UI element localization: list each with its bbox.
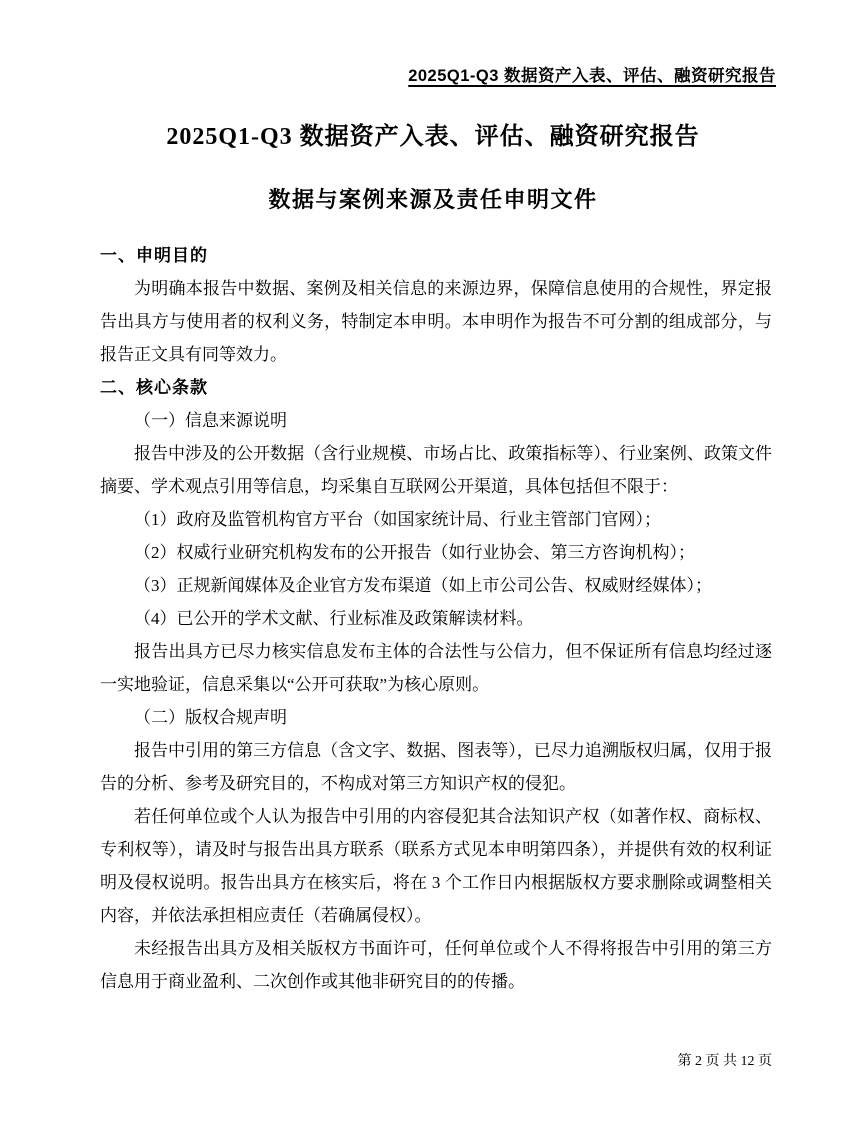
document-subtitle: 数据与案例来源及责任申明文件 — [268, 187, 598, 212]
subsection-2-heading: （二）版权合规声明 — [134, 708, 287, 727]
document-body — [100, 239, 772, 998]
paragraph-info-sources: 报告中涉及的公开数据（含行业规模、市场占比、政策指标等）、行业案例、政策文件摘要、学术观点引用等信息，均采集自互联网公开渠道，具体包括但不限于： — [100, 444, 772, 496]
document-title: 2025Q1-Q3 数据资产入表、评估、融资研究报告 — [166, 124, 700, 150]
list-item-2: （2）权威行业研究机构发布的公开报告（如行业协会、第三方咨询机构）； — [134, 543, 695, 562]
subsection-1-heading: （一）信息来源说明 — [134, 411, 287, 430]
running-header-text: 2025Q1-Q3 数据资产入表、评估、融资研究报告 — [408, 67, 776, 85]
list-item-3: （3）正规新闻媒体及企业官方发布渠道（如上市公司公告、权威财经媒体）； — [134, 576, 712, 595]
paragraph-usage-restriction: 未经报告出具方及相关版权方书面许可，任何单位或个人不得将报告中引用的第三方信息用于商业盈利、二次创作或其他非研究目的的传播。 — [100, 939, 772, 991]
list-item-4: （4）已公开的学术文献、行业标准及政策解读材料。 — [134, 609, 534, 628]
paragraph-verification: 报告出具方已尽力核实信息发布主体的合法性与公信力，但不保证所有信息均经过逐一实地验证，信息采集以“公开可获取”为核心原则。 — [100, 642, 772, 694]
section-1-heading: 一、申明目的 — [100, 246, 208, 265]
page-footer — [100, 1050, 772, 1070]
section-2-heading: 二、核心条款 — [100, 378, 208, 397]
running-header — [100, 62, 776, 86]
paragraph-infringement: 若任何单位或个人认为报告中引用的内容侵犯其合法知识产权（如著作权、商标权、专利权等），请及时与报告出具方联系（联系方式见本申明第四条），并提供有效的权利证明及侵权说明。报告出具方在核实后，将在 3 个工作日内根据版权方要求删除或调整相关内容，并依法承担相应责任（若确属侵权）。 — [100, 807, 772, 925]
paragraph-copyright: 报告中引用的第三方信息（含文字、数据、图表等），已尽力追溯版权归属，仅用于报告的分析、参考及研究目的，不构成对第三方知识产权的侵犯。 — [100, 741, 772, 793]
list-item-1: （1）政府及监管机构官方平台（如国家统计局、行业主管部门官网）； — [134, 510, 661, 529]
paragraph-purpose: 为明确本报告中数据、案例及相关信息的来源边界，保障信息使用的合规性，界定报告出具方与使用者的权利义务，特制定本申明。本申明作为报告不可分割的组成部分，与报告正文具有同等效力。 — [100, 279, 772, 364]
page-number: 第 2 页 共 12 页 — [677, 1054, 772, 1069]
